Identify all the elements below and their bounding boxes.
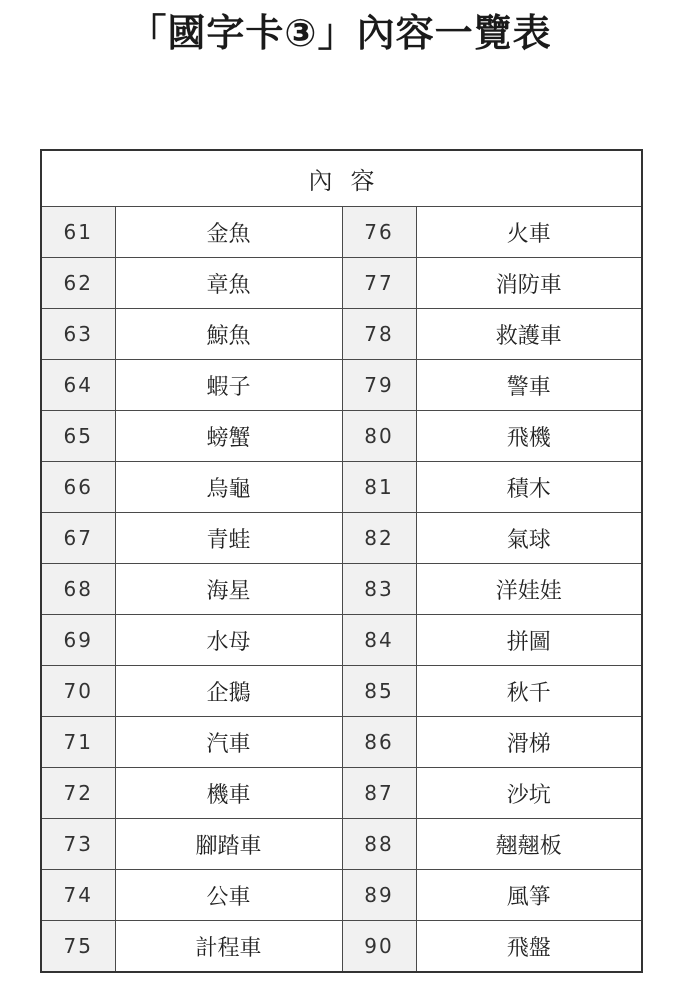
row-item-left: 計程車 [115, 921, 342, 973]
row-number-left: 64 [41, 360, 115, 411]
row-item-left: 青蛙 [115, 513, 342, 564]
table-row [41, 921, 642, 973]
row-item-right: 救護車 [416, 309, 642, 360]
row-item-right: 積木 [416, 462, 642, 513]
table-row [41, 258, 642, 309]
row-number-left: 62 [41, 258, 115, 309]
row-number-left: 71 [41, 717, 115, 768]
row-number-left: 63 [41, 309, 115, 360]
content-table [40, 149, 643, 973]
row-item-right: 風箏 [416, 870, 642, 921]
table-row [41, 411, 642, 462]
row-item-left: 公車 [115, 870, 342, 921]
row-item-left: 蝦子 [115, 360, 342, 411]
row-item-right: 飛盤 [416, 921, 642, 973]
row-item-left: 螃蟹 [115, 411, 342, 462]
table-body [41, 207, 642, 973]
row-number-right: 86 [342, 717, 416, 768]
row-number-left: 65 [41, 411, 115, 462]
row-number-right: 79 [342, 360, 416, 411]
table-header: 內容 [41, 150, 642, 207]
row-number-right: 89 [342, 870, 416, 921]
row-item-right: 飛機 [416, 411, 642, 462]
table-header-row [41, 150, 642, 207]
row-item-right: 滑梯 [416, 717, 642, 768]
table-row [41, 768, 642, 819]
table-row [41, 666, 642, 717]
table-row [41, 309, 642, 360]
row-number-left: 61 [41, 207, 115, 258]
row-number-right: 84 [342, 615, 416, 666]
row-item-right: 火車 [416, 207, 642, 258]
row-item-right: 沙坑 [416, 768, 642, 819]
row-item-right: 秋千 [416, 666, 642, 717]
table-row [41, 870, 642, 921]
table-row [41, 819, 642, 870]
table-row [41, 615, 642, 666]
row-item-left: 腳踏車 [115, 819, 342, 870]
row-item-right: 拼圖 [416, 615, 642, 666]
row-number-right: 81 [342, 462, 416, 513]
row-number-right: 76 [342, 207, 416, 258]
row-number-left: 70 [41, 666, 115, 717]
row-number-right: 77 [342, 258, 416, 309]
row-item-right: 翹翹板 [416, 819, 642, 870]
table-row [41, 564, 642, 615]
row-number-right: 88 [342, 819, 416, 870]
table-row [41, 207, 642, 258]
row-item-right: 消防車 [416, 258, 642, 309]
page-title: 「國字卡③」內容一覽表 [128, 11, 552, 55]
row-number-right: 90 [342, 921, 416, 973]
table-row [41, 462, 642, 513]
row-number-right: 78 [342, 309, 416, 360]
row-item-left: 機車 [115, 768, 342, 819]
row-item-left: 水母 [115, 615, 342, 666]
row-item-right: 洋娃娃 [416, 564, 642, 615]
row-item-left: 汽車 [115, 717, 342, 768]
row-number-left: 69 [41, 615, 115, 666]
row-item-left: 金魚 [115, 207, 342, 258]
row-number-left: 67 [41, 513, 115, 564]
row-number-right: 87 [342, 768, 416, 819]
row-number-right: 83 [342, 564, 416, 615]
table-row [41, 513, 642, 564]
row-item-left: 企鵝 [115, 666, 342, 717]
row-item-left: 烏龜 [115, 462, 342, 513]
row-number-left: 73 [41, 819, 115, 870]
row-number-right: 80 [342, 411, 416, 462]
content-table-container [40, 149, 641, 973]
table-row [41, 360, 642, 411]
row-number-left: 66 [41, 462, 115, 513]
row-number-right: 82 [342, 513, 416, 564]
row-item-left: 鯨魚 [115, 309, 342, 360]
row-item-left: 章魚 [115, 258, 342, 309]
row-item-left: 海星 [115, 564, 342, 615]
row-item-right: 警車 [416, 360, 642, 411]
row-item-right: 氣球 [416, 513, 642, 564]
row-number-left: 74 [41, 870, 115, 921]
row-number-left: 68 [41, 564, 115, 615]
row-number-left: 75 [41, 921, 115, 973]
row-number-left: 72 [41, 768, 115, 819]
row-number-right: 85 [342, 666, 416, 717]
table-row [41, 717, 642, 768]
